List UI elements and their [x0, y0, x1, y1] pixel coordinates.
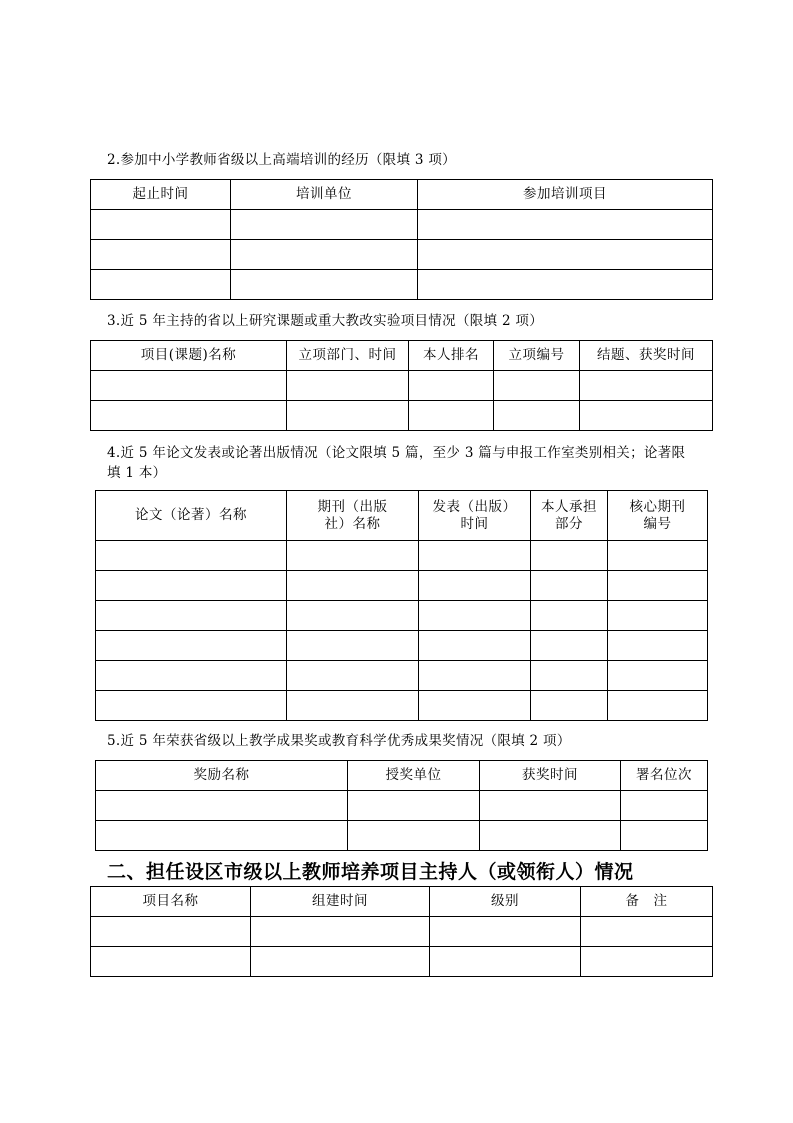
input-cell[interactable] [409, 371, 494, 401]
input-cell[interactable] [608, 691, 708, 721]
header-cell: 本人排名 [409, 341, 494, 371]
input-cell[interactable] [608, 571, 708, 601]
input-cell[interactable] [409, 401, 494, 431]
table-row [96, 541, 708, 571]
input-cell[interactable] [287, 371, 409, 401]
input-cell[interactable] [608, 601, 708, 631]
input-cell[interactable] [96, 821, 348, 851]
input-cell[interactable] [287, 541, 419, 571]
header-cell: 发表（出版）时间 [419, 491, 531, 541]
header-cell: 项目名称 [91, 887, 251, 917]
table-row [96, 821, 708, 851]
header-cell: 项目(课题)名称 [91, 341, 287, 371]
header-cell: 论文（论著）名称 [96, 491, 287, 541]
header-cell: 立项部门、时间 [287, 341, 409, 371]
input-cell[interactable] [91, 240, 231, 270]
input-cell[interactable] [91, 401, 287, 431]
input-cell[interactable] [418, 240, 713, 270]
input-cell[interactable] [91, 270, 231, 300]
table-row [96, 691, 708, 721]
input-cell[interactable] [480, 791, 621, 821]
table-row [96, 791, 708, 821]
input-cell[interactable] [348, 791, 480, 821]
input-cell[interactable] [581, 947, 713, 977]
input-cell[interactable] [419, 691, 531, 721]
section-4-caption: 4.近 5 年论文发表或论著出版情况（论文限填 5 篇，至少 3 篇与申报工作室类别相关；论著限填 1 本） [107, 445, 686, 481]
input-cell[interactable] [96, 691, 287, 721]
input-cell[interactable] [480, 821, 621, 851]
header-cell: 授奖单位 [348, 761, 480, 791]
input-cell[interactable] [608, 631, 708, 661]
input-cell[interactable] [96, 571, 287, 601]
table-row [91, 917, 713, 947]
input-cell[interactable] [251, 947, 430, 977]
header-cell: 奖励名称 [96, 761, 348, 791]
input-cell[interactable] [419, 661, 531, 691]
section-5-caption: 5.近 5 年荣获省级以上教学成果奖或教育科学优秀成果奖情况（限填 2 项） [107, 733, 571, 749]
research-projects-table [90, 340, 713, 431]
input-cell[interactable] [581, 917, 713, 947]
header-cell: 参加培训项目 [418, 180, 713, 210]
input-cell[interactable] [531, 571, 608, 601]
input-cell[interactable] [251, 917, 430, 947]
input-cell[interactable] [430, 947, 581, 977]
input-cell[interactable] [608, 661, 708, 691]
input-cell[interactable] [287, 571, 419, 601]
input-cell[interactable] [418, 270, 713, 300]
input-cell[interactable] [287, 631, 419, 661]
input-cell[interactable] [96, 791, 348, 821]
input-cell[interactable] [348, 821, 480, 851]
input-cell[interactable] [91, 210, 231, 240]
input-cell[interactable] [96, 601, 287, 631]
input-cell[interactable] [621, 791, 708, 821]
header-cell: 核心期刊编号 [608, 491, 708, 541]
header-cell: 备 注 [581, 887, 713, 917]
input-cell[interactable] [430, 917, 581, 947]
awards-table [95, 760, 708, 851]
training-table [90, 179, 713, 300]
input-cell[interactable] [418, 210, 713, 240]
table-row [96, 601, 708, 631]
input-cell[interactable] [531, 631, 608, 661]
input-cell[interactable] [287, 601, 419, 631]
input-cell[interactable] [91, 947, 251, 977]
input-cell[interactable] [96, 541, 287, 571]
input-cell[interactable] [531, 601, 608, 631]
input-cell[interactable] [419, 601, 531, 631]
header-cell: 级别 [430, 887, 581, 917]
input-cell[interactable] [231, 240, 418, 270]
input-cell[interactable] [96, 661, 287, 691]
input-cell[interactable] [287, 691, 419, 721]
section-3-caption: 3.近 5 年主持的省以上研究课题或重大教改实验项目情况（限填 2 项） [107, 313, 544, 329]
input-cell[interactable] [96, 631, 287, 661]
cultivation-projects-table [90, 886, 713, 977]
header-cell: 起止时间 [91, 180, 231, 210]
table-row [91, 371, 713, 401]
table-row [96, 661, 708, 691]
table-row [91, 401, 713, 431]
header-cell: 获奖时间 [480, 761, 621, 791]
header-cell: 立项编号 [494, 341, 580, 371]
input-cell[interactable] [287, 401, 409, 431]
input-cell[interactable] [231, 210, 418, 240]
input-cell[interactable] [419, 631, 531, 661]
input-cell[interactable] [494, 401, 580, 431]
input-cell[interactable] [494, 371, 580, 401]
input-cell[interactable] [419, 571, 531, 601]
input-cell[interactable] [287, 661, 419, 691]
input-cell[interactable] [580, 401, 713, 431]
table-row [91, 240, 713, 270]
header-cell: 组建时间 [251, 887, 430, 917]
table-row [91, 947, 713, 977]
section-2-caption: 2.参加中小学教师省级以上高端培训的经历（限填 3 项） [107, 152, 456, 168]
input-cell[interactable] [419, 541, 531, 571]
table-row [96, 631, 708, 661]
table-row [91, 210, 713, 240]
header-cell: 本人承担部分 [531, 491, 608, 541]
header-cell: 期刊（出版社）名称 [287, 491, 419, 541]
table-row [96, 571, 708, 601]
input-cell[interactable] [91, 371, 287, 401]
input-cell[interactable] [580, 371, 713, 401]
input-cell[interactable] [91, 917, 251, 947]
header-cell: 培训单位 [231, 180, 418, 210]
input-cell[interactable] [531, 691, 608, 721]
input-cell[interactable] [608, 541, 708, 571]
part-2-heading: 二、担任设区市级以上教师培养项目主持人（或领衔人）情况 [107, 861, 634, 883]
publications-table [95, 490, 708, 721]
input-cell[interactable] [531, 661, 608, 691]
header-cell: 署名位次 [621, 761, 708, 791]
header-cell: 结题、获奖时间 [580, 341, 713, 371]
input-cell[interactable] [231, 270, 418, 300]
table-row [91, 270, 713, 300]
input-cell[interactable] [621, 821, 708, 851]
input-cell[interactable] [531, 541, 608, 571]
